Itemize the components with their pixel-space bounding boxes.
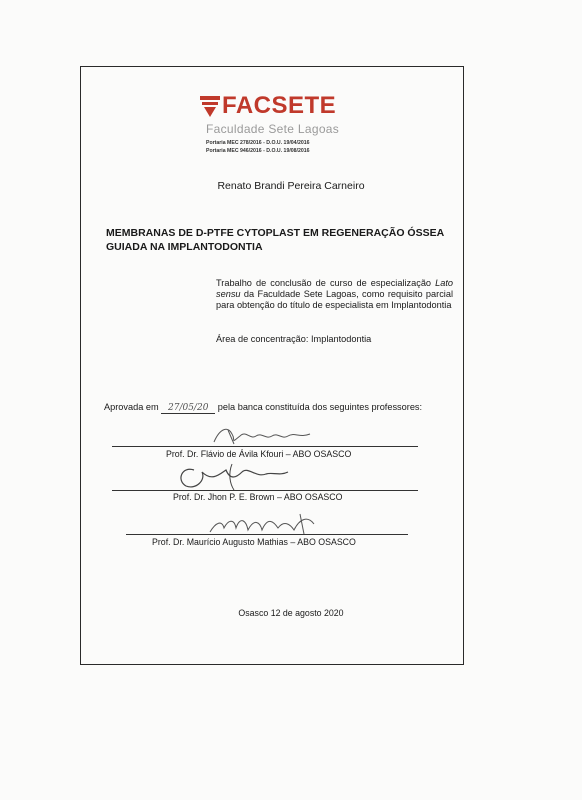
approval-date: 27/05/20 [161, 403, 215, 414]
thesis-title [106, 226, 450, 254]
logo-name: FACSETE [222, 92, 337, 119]
place-date: Osasco 12 de agosto 2020 [238, 608, 344, 618]
description-part-2: da Faculdade Sete Lagoas, como requisito parcial para obtenção do título de especialista em Implantodontia [216, 289, 453, 310]
description-italic: Lato sensu [216, 278, 453, 299]
approval-suffix: pela banca constituída dos seguintes professores: [217, 402, 423, 412]
thesis-title-line-2: GUIADA NA IMPLANTODONTIA [106, 241, 263, 253]
concentration-area: Área de concentração: Implantodontia [216, 334, 372, 344]
logo-mark-icon [200, 96, 220, 118]
approval-prefix: Aprovada em [104, 402, 159, 412]
signature-1 [210, 424, 320, 448]
signature-line-2 [112, 490, 418, 491]
examiner-1: Prof. Dr. Flávio de Ávila Kfouri – ABO OSASCO [166, 449, 352, 459]
author-name: Renato Brandi Pereira Carneiro [217, 180, 365, 192]
facsete-logo [196, 88, 346, 162]
logo-portaria-2: Portaria MEC 946/2016 - D.O.U. 19/08/2016 [206, 148, 310, 154]
description-part-1: Trabalho de conclusão de curso de especialização [216, 278, 432, 288]
examiner-2: Prof. Dr. Jhon P. E. Brown – ABO OSASCO [173, 492, 343, 502]
examiner-3: Prof. Dr. Maurício Augusto Mathias – ABO OSASCO [152, 537, 356, 547]
signature-line-3 [126, 534, 408, 535]
logo-portaria-1: Portaria MEC 278/2016 - D.O.U. 19/04/2016 [206, 140, 310, 146]
thesis-description [216, 278, 453, 311]
signature-line-1 [112, 446, 418, 447]
logo-subtitle: Faculdade Sete Lagoas [206, 122, 340, 136]
approval-line [104, 402, 444, 414]
signature-2 [172, 460, 292, 494]
thesis-title-line-1: MEMBRANAS DE D-PTFE CYTOPLAST EM REGENERAÇÃO ÓSSEA [106, 227, 445, 239]
